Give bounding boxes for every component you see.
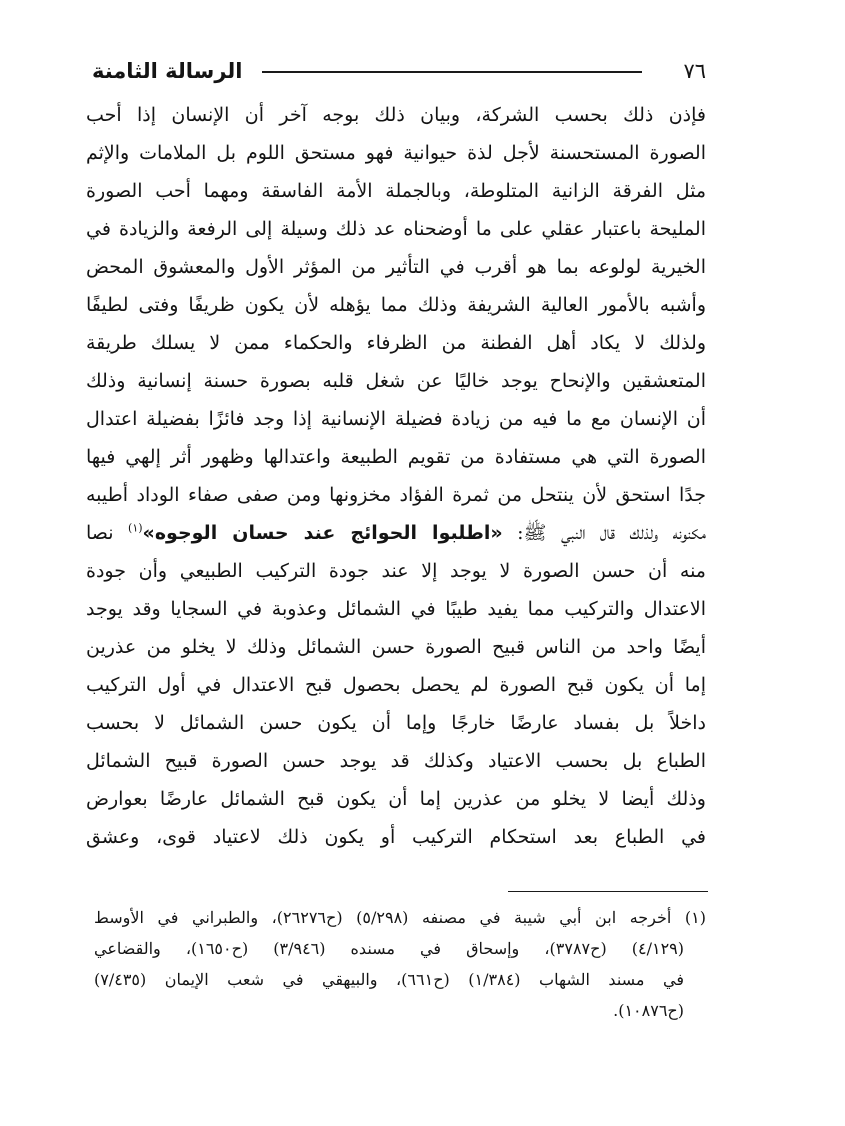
text-line: إما أن يكون قبح الصورة لم يحصل بحصول قبح الاعتدال في أول التركيب [86,674,706,696]
text-line: المليحة باعتبار عقلي على ما أوضحناه عد ذلك وسيلة إلى الرفعة والزيادة في [86,218,706,240]
footnote-reference[interactable]: (١) [128,521,143,535]
page-number: ٧٦ [683,59,706,83]
footnote-line: (ح١٠٨٧٦). [613,1001,684,1020]
footnote-line: (١) أخرجه ابن أبي شيبة في مصنفه (٥/٢٩٨) (ح٢٦٢٧٦)، والطبراني في الأوسط [94,908,706,927]
text-line: الاعتدال والتركيب مما يفيد طيبًا في الشمائل وعذوبة في السجايا وقد يوجد [86,598,706,620]
text-line: مثل الفرقة الزانية المتلوطة، وبالجملة الأمة الفاسقة ومهما أحب الصورة [86,180,706,202]
text-line: المتعشقين والإنحاح يوجد خاليًا عن شغل قلبه بصورة حسنة إنسانية وذلك [86,370,706,392]
text-line: فإذن ذلك بحسب الشركة، وبيان ذلك بوجه آخر أن الإنسان إذا أحب [86,104,706,126]
text-line: في الطباع بعد استحكام التركيب أو يكون ذلك لاعتياد قوى، وعشق [86,826,706,848]
text-line: الخيرية لولوعه بما هو أقرب في التأثير من المؤثر الأول والمعشوق المحض [86,256,706,278]
footnote-line: (٤/١٢٩) (ح٣٧٨٧)، وإسحاق في مسنده (٣/٩٤٦) (ح١٦٥٠)، والقضاعي [94,939,685,958]
text-line: ولذلك لا يكاد أهل الفطنة من الظرفاء والحكماء ممن لا يسلك طريقة [86,332,706,354]
main-text [86,96,706,856]
header-rule [262,71,642,73]
footnote-line: في مسند الشهاب (١/٣٨٤) (ح٦٦١)، والبيهقي في شعب الإيمان (٧/٤٣٥) [94,970,684,989]
running-header [92,54,706,88]
chapter-title: الرسالة الثامنة [92,59,243,83]
text-line: أن الإنسان مع ما فيه من زيادة فضيلة الإنسانية إذا وجد فائزًا بفضيلة اعتدال [86,408,706,430]
text-line: الصورة المستحسنة لأجل لذة حيوانية فهو مستحق اللوم بل الملامات والإثم [86,142,706,164]
text-line: وأشبه بالأمور العالية الشريفة وذلك مما يؤهله لأن يكون ظريفًا وفتى لطيفًا [86,294,706,316]
text-line: أيضًا واحد من الناس قبيح الصورة حسن الشمائل وذلك لا يخلو من عذرين [86,636,706,658]
text-line: منه أن حسن الصورة لا يوجد إلا عند جودة التركيب الطبيعي وأن جودة [86,560,706,582]
text-line: داخلاً بل بفساد عارضًا خارجًا وإما أن يكون حسن الشمائل لا بحسب [86,712,706,734]
footnote-separator [508,891,708,892]
text-line: جدًا استحق لأن ينتحل من ثمرة الفؤاد مخزونها ومن صفى صفاء الوداد أطيبه [86,484,706,506]
text-line: الطباع بل بحسب الاعتياد وكذلك قد يوجد حسن الصورة قبيح الشمائل [86,750,706,772]
quote-lead-text: مكنونه ولذلك قال النبي ﷺ: [502,522,706,544]
text-line: وذلك أيضا لا يخلو من عذرين إما أن يكون قبح الشمائل عارضًا بعوارض [86,788,706,810]
hadith-quote: «اطلبوا الحوائج عند حسان الوجوه» [142,522,503,544]
footnotes [94,902,706,1026]
hadith-quote-line [86,514,706,552]
text-line: الصورة التي هي مستفادة من تقويم الطبيعة واعتدالها وظهور أثر إلهي فيها [86,446,706,468]
quote-trail-text: نصا [86,522,129,544]
